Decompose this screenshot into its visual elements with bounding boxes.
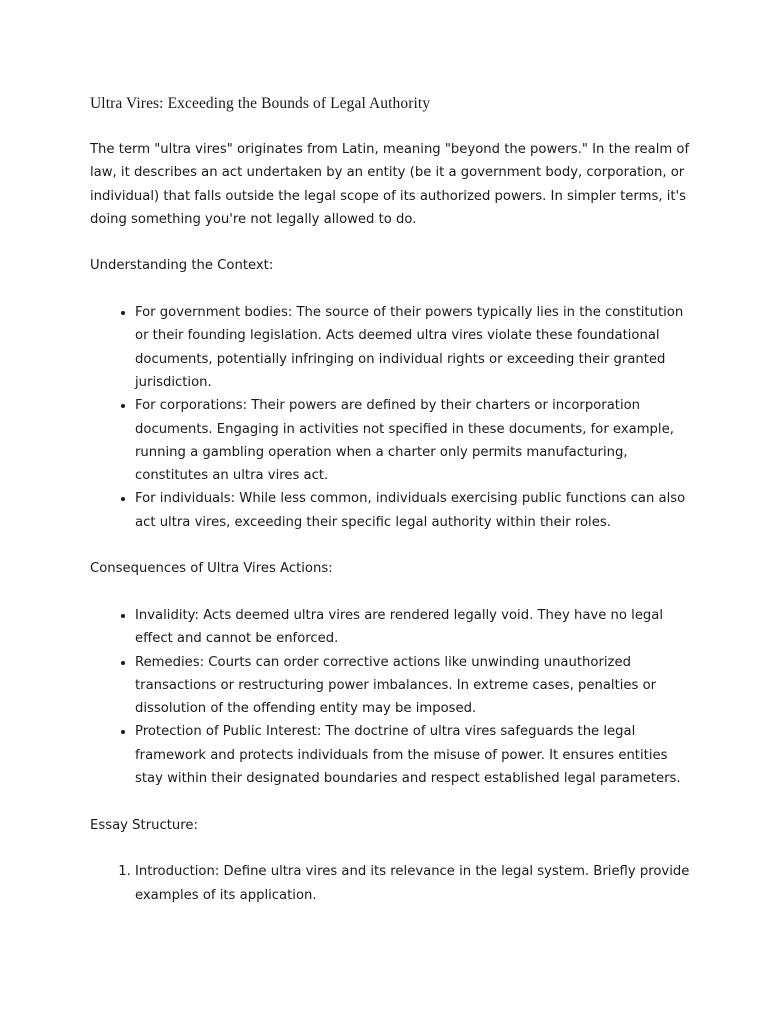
list-item: • Protection of Public Interest: The doctrine of ultra vires safeguards the legal framework and protects individuals from the misuse of power. It ensures entities stay within their designated boundaries and respect established legal parameters. xyxy=(135,720,690,790)
list-item: 1. Introduction: Define ultra vires and its relevance in the legal system. Briefly provide examples of its application. xyxy=(135,860,690,907)
list-item: • For corporations: Their powers are defined by their charters or incorporation documents. Engaging in activities not specified in these documents, for example, running a gambling operation when a charter only permits manufacturing, constitutes an ultra vires act. xyxy=(135,394,690,487)
document-page xyxy=(90,92,690,930)
consequences-list xyxy=(90,604,690,790)
section-heading-context: Understanding the Context: xyxy=(90,258,274,274)
intro-paragraph: The term "ultra vires" originates from Latin, meaning "beyond the powers." In the realm of law, it describes an act undertaken by an entity (be it a government body, corporation, or individual) that falls outside the legal scope of its authorized powers. In simpler terms, it's doing something you're not legally allowed to do. xyxy=(90,142,690,227)
list-item: • Invalidity: Acts deemed ultra vires are rendered legally void. They have no legal effect and cannot be enforced. xyxy=(135,604,690,651)
document-title: Ultra Vires: Exceeding the Bounds of Legal Authority xyxy=(90,95,431,112)
section-heading-essay-structure: Essay Structure: xyxy=(90,817,198,833)
section-heading-consequences: Consequences of Ultra Vires Actions: xyxy=(90,561,333,577)
list-item: • For government bodies: The source of their powers typically lies in the constitution or their founding legislation. Acts deemed ultra vires violate these foundational documents, potentially infringing on individual rights or exceeding their granted jurisdiction. xyxy=(135,301,690,394)
list-item: • Remedies: Courts can order corrective actions like unwinding unauthorized transactions or restructuring power imbalances. In extreme cases, penalties or dissolution of the offending entity may be imposed. xyxy=(135,651,690,721)
essay-structure-list xyxy=(90,860,690,907)
context-list xyxy=(90,301,690,534)
list-item: • For individuals: While less common, individuals exercising public functions can also act ultra vires, exceeding their specific legal authority within their roles. xyxy=(135,487,690,534)
